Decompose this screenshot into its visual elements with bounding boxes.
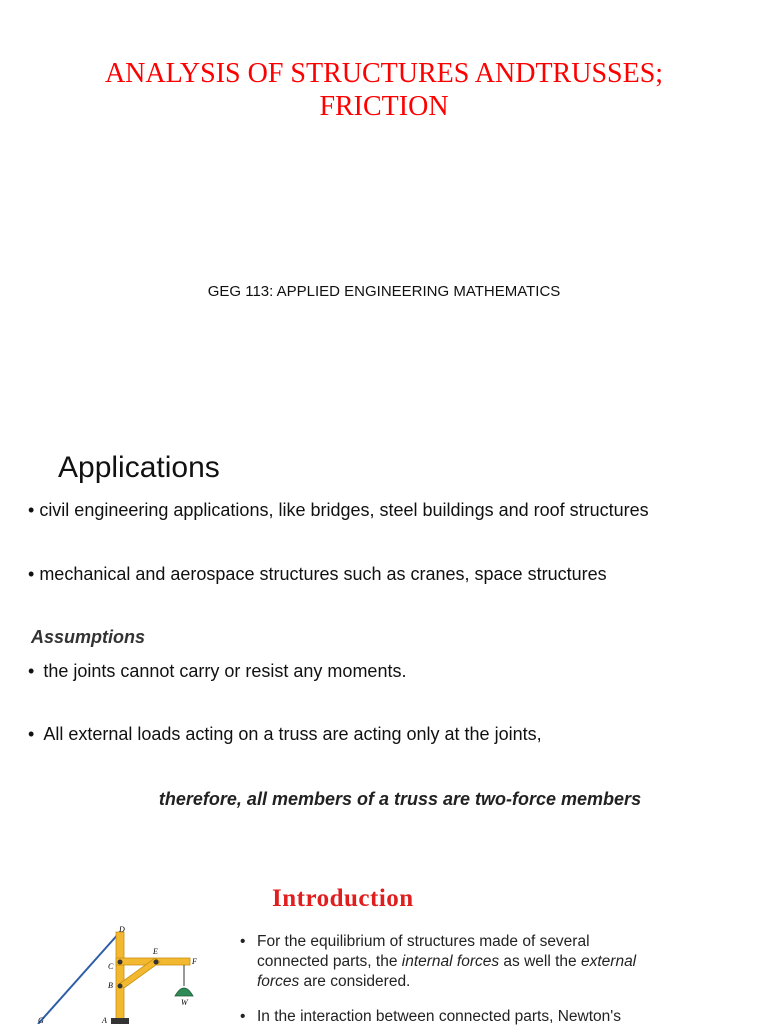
assumption-item-2: [28, 724, 542, 745]
applications-heading: Applications: [58, 451, 220, 484]
crane-figure: [26, 924, 216, 1024]
intro-bullet-2-line-1: In the interaction between connected parts, Newton's: [257, 1008, 621, 1025]
title-line-2: FRICTION: [319, 91, 449, 122]
pin-e: [154, 960, 159, 965]
label-a: A: [102, 1016, 107, 1024]
internal-forces-term: internal forces: [401, 953, 500, 970]
external-term: external: [580, 953, 637, 970]
label-d: D: [119, 925, 125, 934]
bullet-glyph: •: [28, 564, 35, 584]
pin-c: [118, 960, 123, 965]
application-item-1: [28, 500, 649, 521]
crane-base: [111, 1018, 129, 1024]
label-w: W: [181, 998, 188, 1007]
intro-bullet-2: [240, 1007, 757, 1027]
intro-bullet-1-line-3: are considered.: [299, 973, 411, 990]
label-e: E: [153, 947, 158, 956]
label-g: G: [38, 1016, 44, 1024]
application-item-2: [28, 564, 607, 585]
bullet-glyph: •: [240, 933, 246, 950]
intro-bullet-1-line-1: For the equilibrium of structures made of several: [257, 933, 590, 950]
assumption-item-1: [28, 661, 406, 682]
assumptions-conclusion: therefore, all members of a truss are two-force members: [158, 789, 642, 809]
weight-block: [175, 988, 193, 996]
title-line-1: ANALYSIS OF STRUCTURES ANDTRUSSES;: [104, 58, 664, 89]
intro-bullet-1-line-2-a: connected parts, the: [257, 953, 402, 970]
label-b: B: [108, 981, 113, 990]
bullet-glyph: •: [28, 661, 35, 681]
bullet-glyph: •: [240, 1008, 246, 1025]
assumption-text-2: All external loads acting on a truss are acting only at the joints,: [43, 724, 542, 744]
assumption-text-1: the joints cannot carry or resist any moments.: [43, 661, 407, 681]
pin-b: [118, 984, 123, 989]
course-subtitle: GEG 113: APPLIED ENGINEERING MATHEMATICS: [207, 283, 561, 300]
crane-mast: [116, 932, 124, 1024]
intro-bullet-1-line-2-b: as well the: [499, 953, 581, 970]
crane-cable: [38, 932, 120, 1024]
intro-bullet-1: [240, 932, 757, 992]
label-c: C: [108, 962, 114, 971]
introduction-heading: Introduction: [272, 885, 414, 912]
assumptions-heading: Assumptions: [31, 627, 146, 647]
bullet-glyph: •: [28, 724, 35, 744]
bullet-glyph: •: [28, 500, 35, 520]
application-text-2: mechanical and aerospace structures such as cranes, space structures: [39, 564, 607, 584]
label-f: F: [192, 957, 197, 966]
forces-term: forces: [257, 973, 300, 990]
application-text-1: civil engineering applications, like bridges, steel buildings and roof structures: [39, 500, 649, 520]
